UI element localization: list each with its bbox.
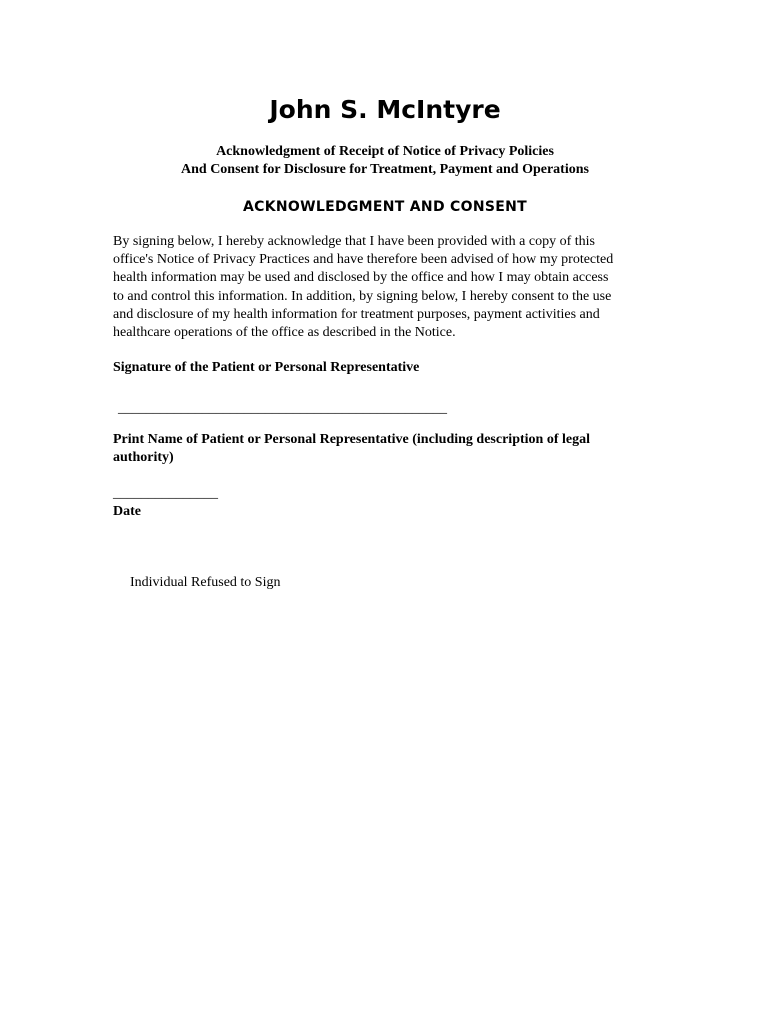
- subtitle-line: Acknowledgment of Receipt of Notice of Privacy Policies: [216, 144, 554, 159]
- paragraph-line: and disclosure of my health information for treatment purposes, payment activities and: [113, 306, 600, 322]
- signature-label: Signature of the Patient or Personal Representative: [113, 360, 420, 375]
- date-line[interactable]: _______________: [113, 486, 218, 501]
- print-name-label-line: authority): [113, 450, 174, 466]
- subtitle-line: And Consent for Disclosure for Treatment, Payment and Operations: [181, 162, 589, 177]
- paragraph-line: By signing below, I hereby acknowledge that I have been provided with a copy of this: [113, 234, 595, 249]
- paragraph-line: healthcare operations of the office as described in the Notice.: [113, 325, 456, 341]
- paragraph-line: to and control this information. In addition, by signing below, I hereby consent to the use: [113, 288, 612, 304]
- print-name-label-line: Print Name of Patient or Personal Representative (including description of legal: [113, 432, 590, 447]
- date-label: Date: [113, 504, 141, 519]
- document-title: John S. McIntyre: [269, 95, 501, 124]
- refused-to-sign-text: Individual Refused to Sign: [130, 575, 281, 590]
- consent-paragraph: [113, 233, 673, 342]
- document-subtitle: [0, 143, 770, 179]
- print-name-label: [113, 431, 673, 467]
- signature-line[interactable]: _______________________________________________: [118, 401, 447, 416]
- paragraph-line: office's Notice of Privacy Practices and have therefore been advised of how my protected: [113, 252, 614, 268]
- paragraph-line: health information may be used and disclosed by the office and how I may obtain access: [113, 270, 609, 286]
- section-heading: ACKNOWLEDGMENT AND CONSENT: [243, 199, 527, 215]
